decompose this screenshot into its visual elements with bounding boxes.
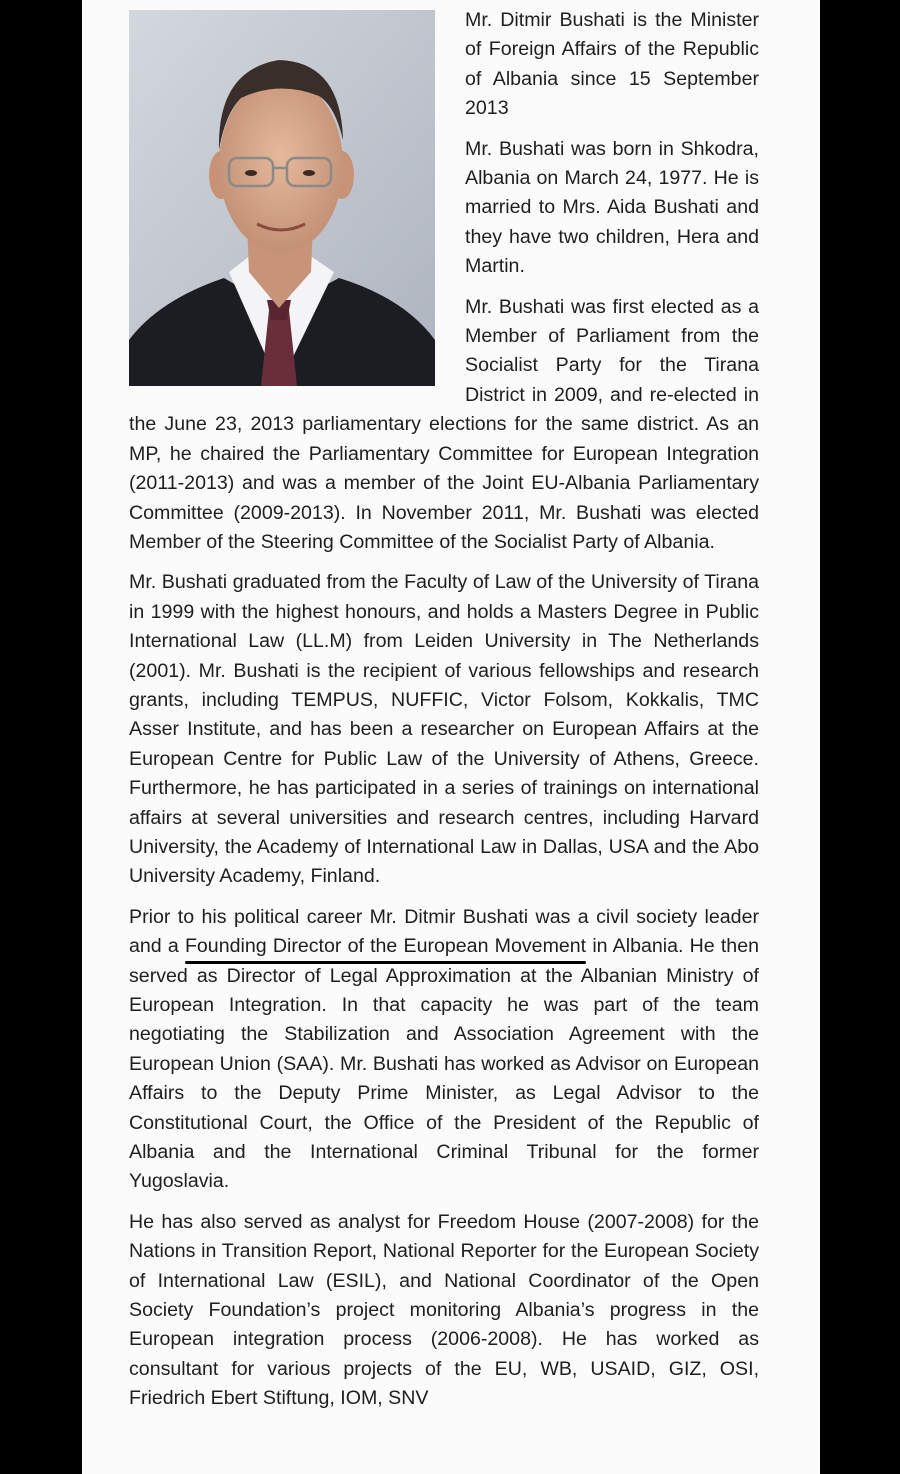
career-text-before: Prior to his political career Mr. Ditmir Bushati was a civil society leader and a [129, 905, 759, 958]
biography-text [129, 6, 759, 1425]
hand-underlined-phrase [185, 935, 586, 957]
paragraph-parliament: Mr. Bushati was first elected as a Member of Parliament from the Socialist Party for the Tirana District in 2009, and re-elected in the June 23, 2013 parliamentary elections for the same district. As an MP, he chaired the Parliamentary Committee for European Integration (2011-2013) and was a member of the Joint EU-Albania Parliamentary Committee (2009-2013). In November 2011, Mr. Bushati was elected Member of the Steering Committee of the Socialist Party of Albania. [129, 295, 759, 553]
paragraph-education: Mr. Bushati graduated from the Faculty of Law of the University of Tirana in 1999 with the highest honours, and holds a Masters Degree in Public International Law (LL.M) from Leiden University in The Netherlands (2001). Mr. Bushati is the recipient of various fellowships and research grants, including TEMPUS, NUFFIC, Victor Folsom, Kokkalis, TMC Asser Institute, and has been a researcher on European Affairs at the European Centre for Public Law of the University of Athens, Greece. Furthermore, he has participated in a series of trainings on international affairs at several universities and research centres, including Harvard University, the Academy of International Law in Dallas, USA and the Abo University Academy, Finland. [129, 571, 759, 888]
portrait-photo [129, 10, 435, 386]
analyst-text-after: us projects of the EU, WB, USAID, GIZ, OSI, Friedrich Ebert Stiftung, IOM, SNV [129, 1357, 760, 1410]
portrait-icon [129, 10, 435, 386]
document-page [82, 0, 820, 1474]
analyst-text-before: He has also served as analyst for Freedom House (2007-2008) for the Nations in Transition Report, National Reporter for the European Society of International Law (ESIL), and National Coordinator of the Open Society Foundation’s project monitoring Albania’s progress in the European integration process (2006-2008). He has wor [129, 1210, 759, 1351]
pen-underline [185, 961, 586, 964]
paragraph-career [129, 903, 759, 1197]
career-text-after: in Albania. He then served as Director of Legal Approximation at the Albanian Ministry of European Integration. In that capacity he was part of the team negotiating the Stabilization and Association Agreement with the European Union (SAA). Mr. Bushati has worked as Advisor on European Affairs to the Deputy Prime Minister, as Legal Advisor to the Constitutional Court, the Office of the President of the Republic of Albania and the International Criminal Tribunal for the former Yugoslavia. [129, 935, 759, 1193]
underlined-text-2: ked as consultant for vario [129, 1328, 760, 1380]
paragraph-personal: Mr. Bushati was born in Shkodra, Albania on March 24, 1977. He is married to Mrs. Aida Bushati and they have two children, Hera and Martin. [465, 137, 759, 278]
underlined-text: Founding Director of the European Movement [184, 935, 587, 958]
paragraph-title: Mr. Ditmir Bushati is the Minister of Foreign Affairs of the Republic of Albania since 15 September 2013 [465, 9, 759, 120]
paragraph-analyst [129, 1208, 759, 1414]
